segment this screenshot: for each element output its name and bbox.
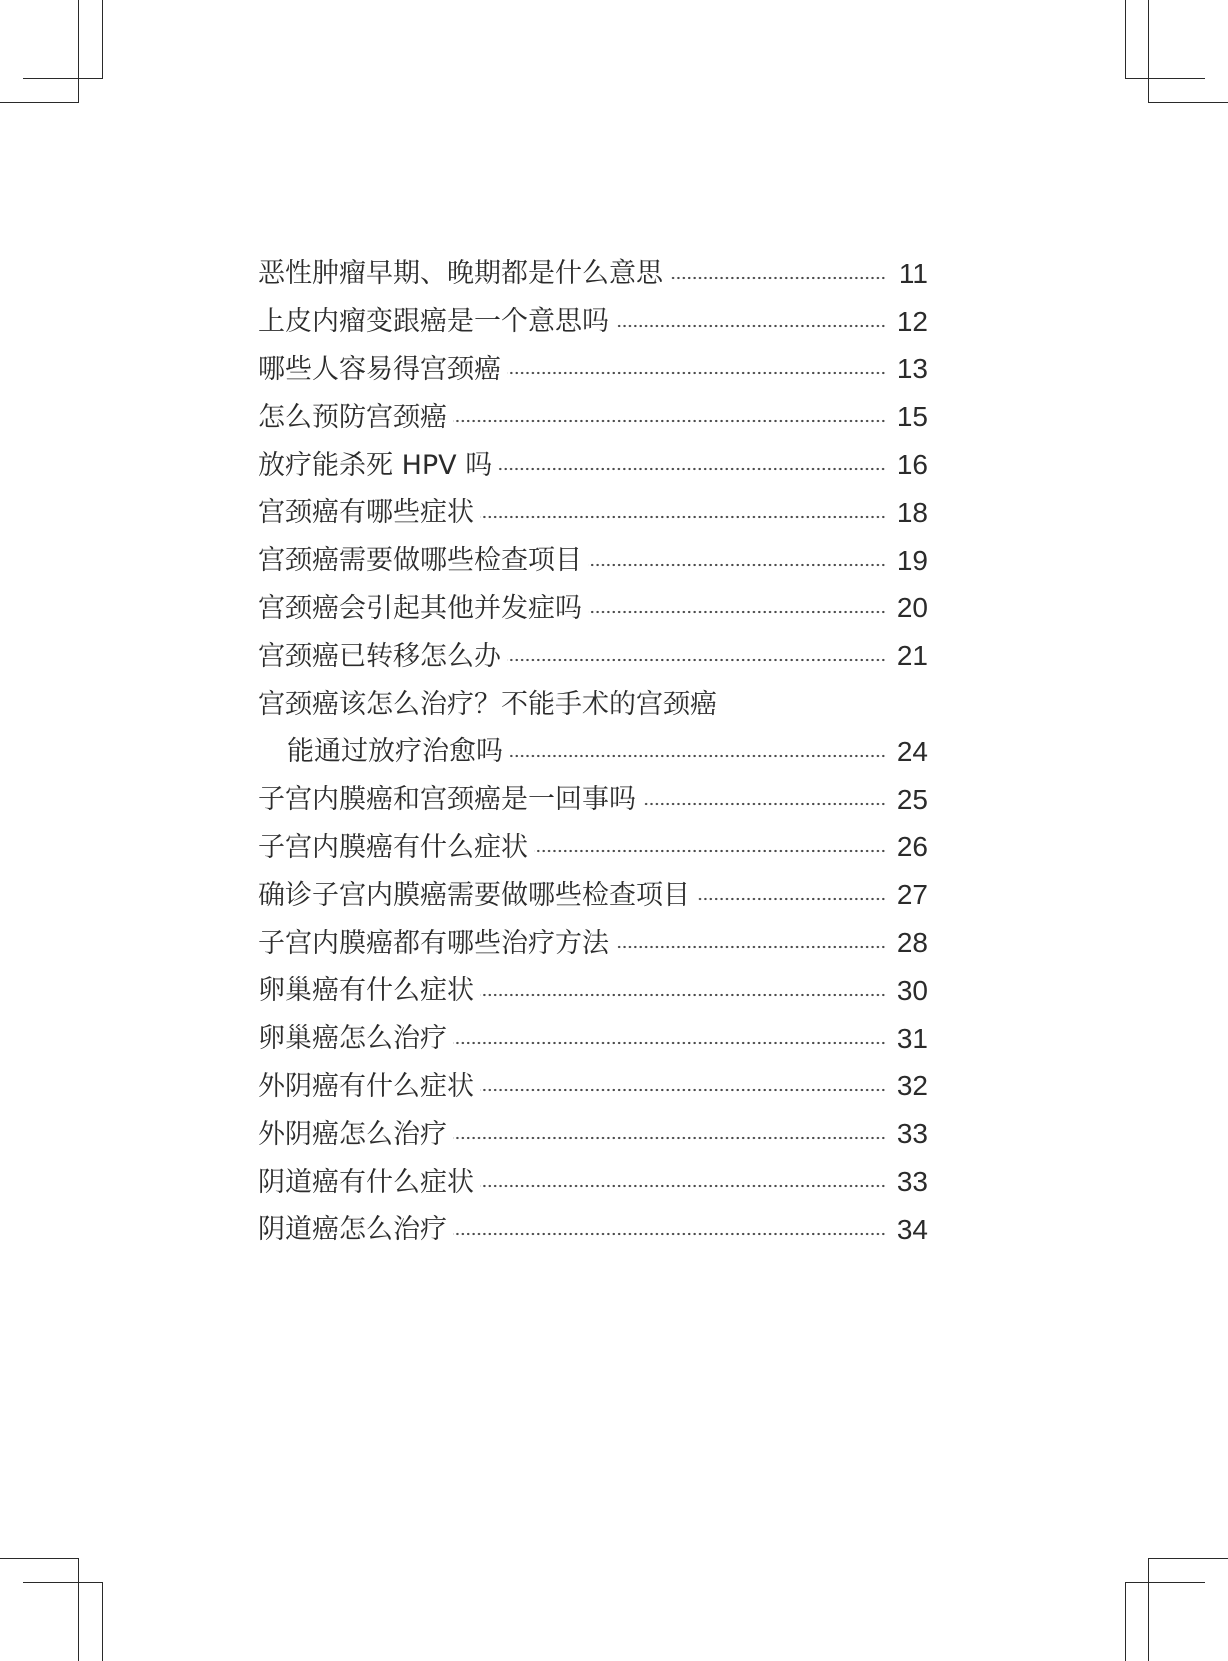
dot-leader — [588, 610, 886, 614]
toc-page-number: 19 — [896, 544, 928, 576]
dot-leader — [453, 1232, 886, 1236]
toc-entry-title-continuation: 能通过放疗治愈吗 — [287, 736, 503, 768]
crop-mark — [1125, 1582, 1205, 1583]
crop-mark — [102, 1582, 103, 1661]
toc-page-number: 28 — [896, 927, 928, 959]
table-of-contents — [258, 250, 928, 1254]
toc-entry[interactable] — [258, 537, 928, 585]
toc-entry[interactable] — [258, 871, 928, 919]
toc-page-number: 20 — [896, 592, 928, 624]
toc-entry-title: 宫颈癌需要做哪些检查项目 — [258, 545, 582, 577]
toc-page-number: 24 — [896, 735, 928, 767]
toc-entry-title: 阴道癌怎么治疗 — [258, 1214, 447, 1246]
toc-entry-title: 宫颈癌该怎么治疗？不能手术的宫颈癌 — [258, 688, 717, 720]
toc-entry[interactable] — [258, 250, 928, 298]
dot-leader — [507, 658, 886, 662]
crop-mark — [1148, 1558, 1228, 1559]
toc-entry[interactable] — [258, 489, 928, 537]
toc-page-number: 33 — [896, 1118, 928, 1150]
toc-entry-continuation[interactable] — [258, 728, 928, 776]
dot-leader — [615, 945, 886, 949]
dot-leader — [453, 1136, 886, 1140]
dot-leader — [507, 371, 886, 375]
crop-mark — [1148, 1558, 1149, 1661]
toc-entry[interactable] — [258, 298, 928, 346]
dot-leader — [642, 802, 886, 806]
toc-entry-title: 外阴癌有什么症状 — [258, 1070, 474, 1102]
toc-entry[interactable] — [258, 1110, 928, 1158]
toc-entry[interactable] — [258, 1206, 928, 1254]
toc-entry[interactable] — [258, 776, 928, 824]
toc-page-number: 11 — [898, 257, 928, 289]
toc-page-number: 33 — [896, 1166, 928, 1198]
toc-entry[interactable] — [258, 1158, 928, 1206]
toc-page-number: 21 — [896, 640, 928, 672]
toc-entry-title: 宫颈癌有哪些症状 — [258, 497, 474, 529]
toc-entry[interactable] — [258, 1015, 928, 1063]
toc-entry[interactable] — [258, 1063, 928, 1111]
toc-entry[interactable] — [258, 585, 928, 633]
dot-leader — [480, 1184, 886, 1188]
toc-entry[interactable] — [258, 393, 928, 441]
dot-leader — [453, 419, 886, 423]
dot-leader — [509, 754, 886, 758]
toc-page-number: 34 — [896, 1213, 928, 1245]
dot-leader — [696, 897, 886, 901]
toc-page-number: 32 — [896, 1070, 928, 1102]
toc-entry-first-line[interactable] — [258, 680, 928, 728]
toc-entry-title: 宫颈癌已转移怎么办 — [258, 640, 501, 672]
dot-leader — [453, 1041, 886, 1045]
toc-entry[interactable] — [258, 632, 928, 680]
toc-entry-title: 怎么预防宫颈癌 — [258, 401, 447, 433]
toc-page-number: 18 — [896, 496, 928, 528]
crop-mark — [0, 102, 79, 103]
toc-page-number: 27 — [896, 879, 928, 911]
dot-leader — [615, 324, 886, 328]
crop-mark — [1125, 1582, 1126, 1661]
toc-entry[interactable] — [258, 919, 928, 967]
toc-entry[interactable] — [258, 824, 928, 872]
toc-entry[interactable] — [258, 346, 928, 394]
crop-mark — [0, 1558, 79, 1559]
crop-mark — [78, 1558, 79, 1661]
crop-mark — [1125, 0, 1126, 79]
toc-page-number: 16 — [896, 449, 928, 481]
toc-entry-title: 上皮内瘤变跟癌是一个意思吗 — [258, 306, 609, 338]
dot-leader — [534, 849, 886, 853]
crop-mark — [1125, 78, 1205, 79]
toc-entry-title: 子宫内膜癌都有哪些治疗方法 — [258, 927, 609, 959]
toc-page-number: 13 — [896, 353, 928, 385]
toc-entry[interactable] — [258, 441, 928, 489]
toc-page-number: 30 — [896, 974, 928, 1006]
toc-entry-title: 宫颈癌会引起其他并发症吗 — [258, 592, 582, 624]
toc-page-number: 25 — [896, 783, 928, 815]
dot-leader — [480, 1088, 886, 1092]
toc-entry-title: 阴道癌有什么症状 — [258, 1166, 474, 1198]
toc-entry-title: 子宫内膜癌和宫颈癌是一回事吗 — [258, 784, 636, 816]
toc-entry-title: 卵巢癌怎么治疗 — [258, 1023, 447, 1055]
toc-page-number: 31 — [896, 1022, 928, 1054]
crop-mark — [1148, 102, 1228, 103]
toc-page-number: 15 — [896, 401, 928, 433]
dot-leader — [480, 993, 886, 997]
toc-entry-title: 确诊子宫内膜癌需要做哪些检查项目 — [258, 879, 690, 911]
toc-entry-title: 放疗能杀死 HPV 吗 — [258, 449, 493, 481]
dot-leader — [669, 276, 886, 280]
crop-mark — [23, 78, 102, 79]
toc-entry-title: 恶性肿瘤早期、晚期都是什么意思 — [258, 258, 663, 290]
toc-entry-title: 哪些人容易得宫颈癌 — [258, 353, 501, 385]
crop-mark — [1148, 0, 1149, 102]
toc-entry-title: 外阴癌怎么治疗 — [258, 1118, 447, 1150]
toc-entry-title: 子宫内膜癌有什么症状 — [258, 831, 528, 863]
dot-leader — [480, 515, 886, 519]
toc-entry-title: 卵巢癌有什么症状 — [258, 975, 474, 1007]
dot-leader — [588, 563, 886, 567]
toc-page-number: 26 — [896, 831, 928, 863]
crop-mark — [102, 0, 103, 79]
dot-leader — [498, 467, 886, 471]
toc-page-number: 12 — [896, 305, 928, 337]
toc-entry[interactable] — [258, 967, 928, 1015]
crop-mark — [78, 0, 79, 102]
crop-mark — [23, 1582, 102, 1583]
